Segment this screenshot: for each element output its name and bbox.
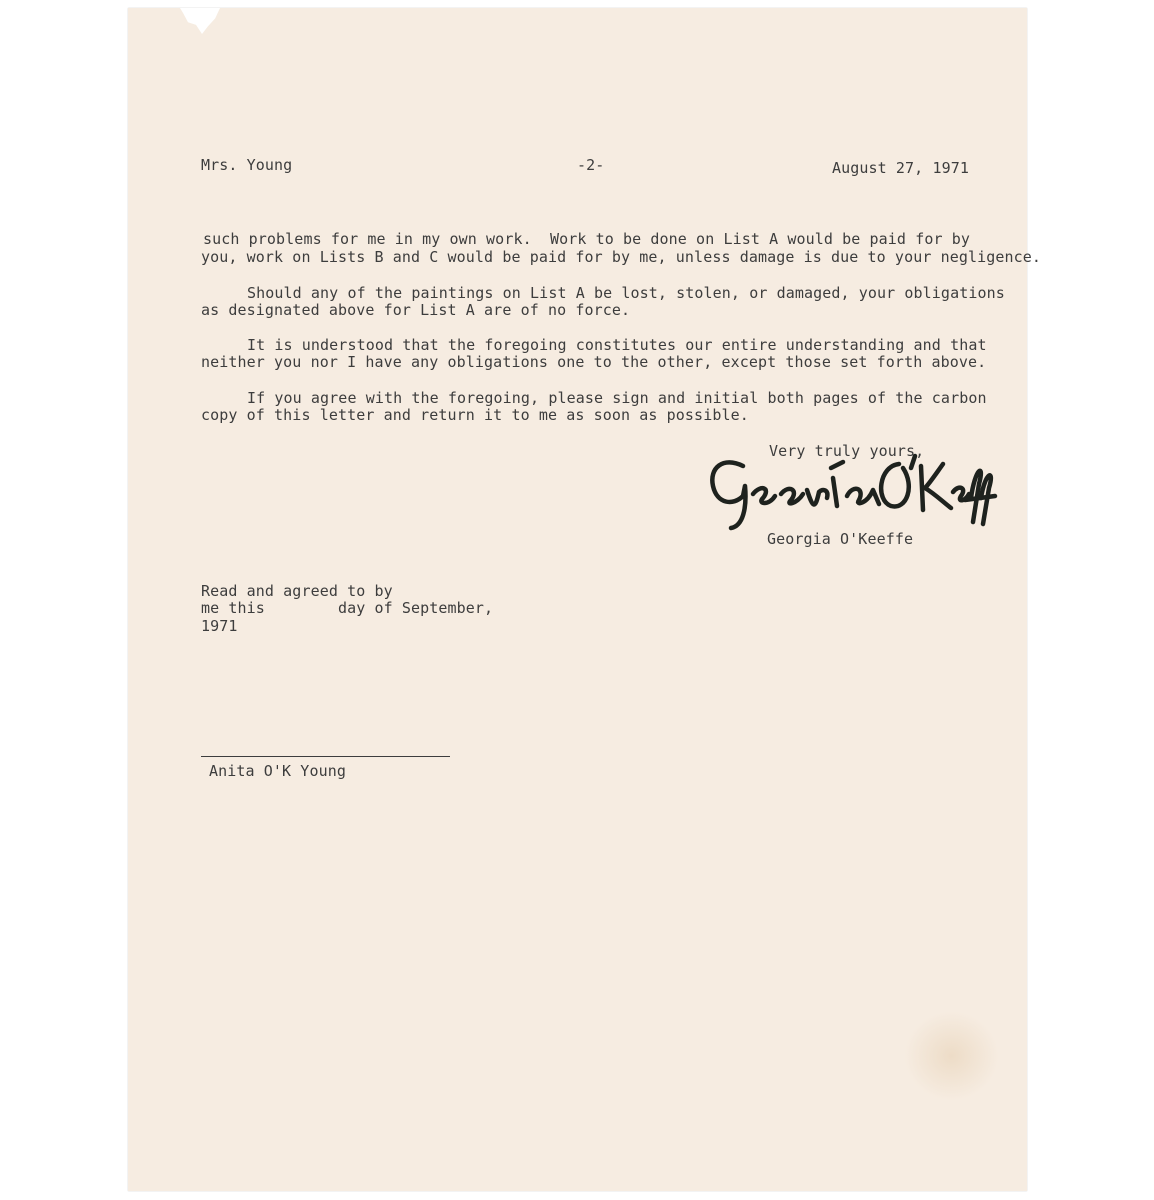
signer-name: Georgia O'Keeffe [767,530,914,548]
paragraph-4-line-1: If you agree with the foregoing, please sign and initial both pages of the carbon [247,389,987,407]
closing-phrase: Very truly yours, [769,442,925,460]
paragraph-2-line-1: Should any of the paintings on List A be lost, stolen, or damaged, your obligations [247,284,1005,302]
letter-date: August 27, 1971 [832,159,969,177]
paragraph-4-line-2: copy of this letter and return it to me as soon as possible. [201,406,749,424]
letter-page [128,8,1042,1191]
paragraph-3-line-1: It is understood that the foregoing constitutes our entire understanding and that [247,336,987,354]
paper-stain [904,1011,999,1101]
countersignature-line [201,756,450,757]
paragraph-2-line-2: as designated above for List A are of no force. [201,301,631,319]
paragraph-1-line-2: you, work on Lists B and C would be paid for by me, unless damage is due to your negligence. [201,248,1042,266]
countersigner-name: Anita O'K Young [209,762,346,780]
agreement-line-3: 1971 [201,617,238,635]
agreement-line-2: me this day of September, [201,599,494,617]
signature-text: Georgia O'Keeffe [703,435,816,452]
page-number: -2- [577,156,605,174]
agreement-line-1: Read and agreed to by [201,582,393,600]
paragraph-3-line-2: neither you nor I have any obligations one to the other, except those set forth above. [201,353,987,371]
handwritten-signature [703,435,993,533]
paragraph-1-line-1: such problems for me in my own work. Work to be done on List A would be paid for by [203,230,970,248]
recipient-header: Mrs. Young [201,156,293,174]
